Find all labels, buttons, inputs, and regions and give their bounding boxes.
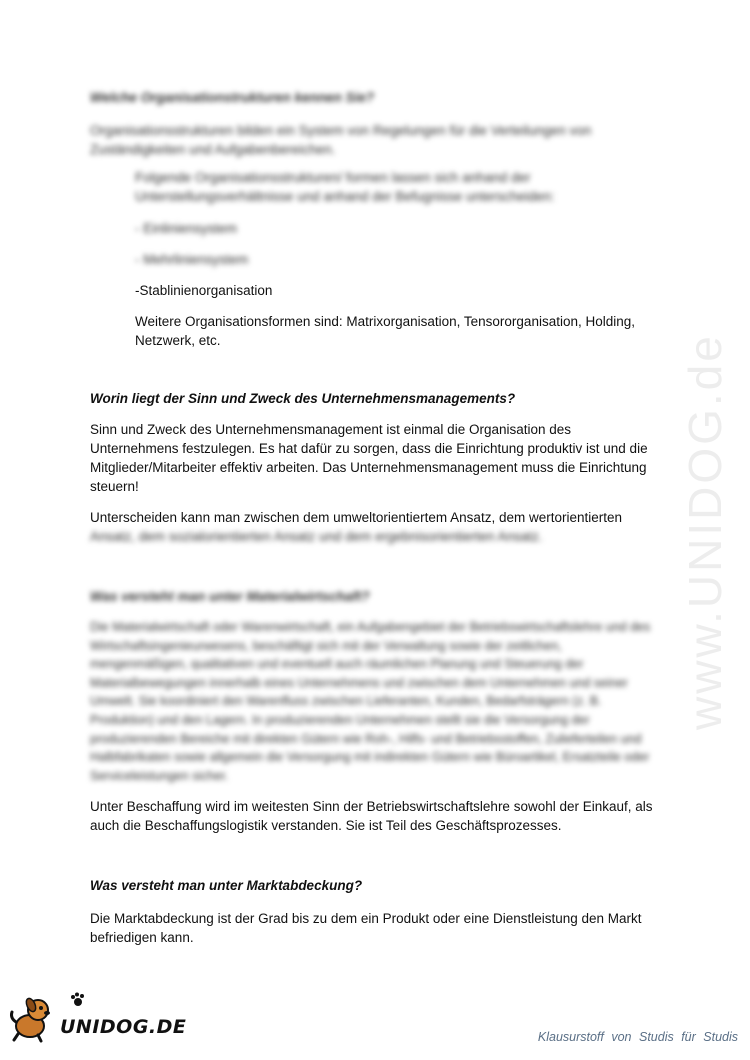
paragraph: Die Marktabdeckung ist der Grad bis zu dem ein Produkt oder eine Dienstleistung den Markt befriedigen kann. <box>90 911 642 945</box>
dog-mascot-icon <box>8 992 60 1044</box>
list-item: -Stablinienorganisation <box>135 283 273 298</box>
question-heading: Was versteht man unter Marktabdeckung? <box>90 878 363 893</box>
paragraph: Weitere Organisationsformen sind: Matrixorganisation, Tensororganisation, Holding, Netzwerk, etc. <box>135 314 636 348</box>
paragraph: Die Materialwirtschaft oder Warenwirtschaft, ein Aufgabengebiet der Betriebswirtschaftslehre und des Wirtschaftsingenieurwesens, beschäftigt sich mit der Verwaltung sowie der zeitlichen, mengenmäßigen, qualitativen und eventuell auch räumlichen Planung und Steuerung der Materialbewegungen innerhalb eines Unternehmens und zwischen dem Unternehmen und seiner Umwelt. Sie koordiniert den Warenfluss zwischen Lieferanten, Kunden, Bedarfsträgern (z. B. Produktion) und den Lagern. In produzierenden Unternehmen stellt sie die Versorgung der produzierenden Bereiche mit direkten Gütern wie Roh-, Hilfs- und Betriebsstoffen, Zulieferteilen und Halbfabrikaten sowie allgemein die Versorgung mit indirekten Gütern wie Büroartikel, Ersatzteile oder Serviceleistungen sicher. <box>90 620 651 783</box>
paragraph: Organisationsstrukturen bilden ein System von Regelungen für die Verteilungen von Zuständigkeiten und Aufgabenbereichen. <box>90 123 592 157</box>
logo-text: UNIDOG.DE <box>60 1016 187 1038</box>
paragraph: Ansatz, dem sozialorientierten Ansatz und dem ergebnisorientierten Ansatz. <box>90 529 543 544</box>
question-heading: Welche Organisationstrukturen kennen Sie? <box>90 90 375 105</box>
question-heading: Was versteht man unter Materialwirtschaft? <box>90 589 370 604</box>
footer-tagline: Klausurstoff von Studis für Studis <box>537 1030 738 1044</box>
paragraph: Unterscheiden kann man zwischen dem umweltorientiertem Ansatz, dem wertorientierten <box>90 510 622 525</box>
list-item: - Einliniensystem <box>135 221 238 236</box>
unidog-logo <box>8 992 187 1052</box>
list-item: - Mehrliniensystem <box>135 252 249 267</box>
watermark-text: www.UNIDOG.de <box>679 333 731 730</box>
paw-print-icon <box>70 992 86 1008</box>
paragraph: Sinn und Zweck des Unternehmensmanagement ist einmal die Organisation des Unternehmens festzulegen. Es hat dafür zu sorgen, dass die Einrichtung produktiv ist und die Mitglieder/Mitarbeiter effektiv arbeiten. Das Unternehmensmanagement muss die Einrichtung steuern! <box>90 422 648 494</box>
paragraph: Folgende Organisationsstrukturen/ formen lassen sich anhand der Unterstellungsverhältnisse und anhand der Befugnisse unterscheiden: <box>135 170 555 204</box>
question-heading: Worin liegt der Sinn und Zweck des Unternehmensmanagements? <box>90 391 516 406</box>
paragraph: Unter Beschaffung wird im weitesten Sinn der Betriebswirtschaftslehre sowohl der Einkauf, als auch die Beschaffungslogistik verstanden. Sie ist Teil des Geschäftsprozesses. <box>90 799 653 833</box>
